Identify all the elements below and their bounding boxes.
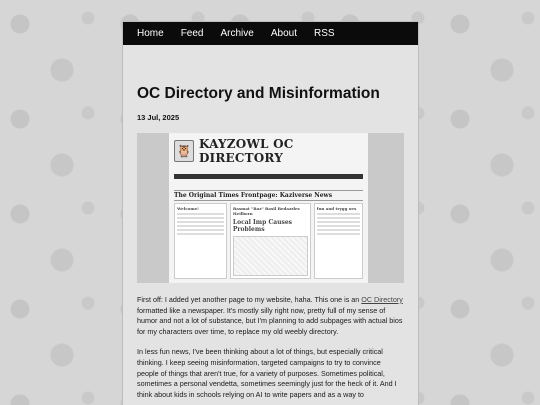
nav-about[interactable]: About xyxy=(270,28,297,39)
paper-title: KAYZOWL OC DIRECTORY xyxy=(198,136,294,165)
oc-directory-link[interactable]: OC Directory xyxy=(361,294,403,304)
paper-col-welcome xyxy=(174,203,227,279)
paper-col-side xyxy=(314,203,363,279)
owl-icon: 🦉 xyxy=(174,140,194,162)
character-sketch xyxy=(233,236,308,276)
paper-menu xyxy=(169,180,368,186)
paper-columns xyxy=(169,203,368,279)
paper-banner xyxy=(174,174,363,179)
col-heading: Basmat "Baz" Basil Bedazzles Heilborn xyxy=(232,205,300,216)
blog-page xyxy=(123,22,418,405)
post-date: 13 Jul, 2025 xyxy=(137,112,180,122)
hero-image xyxy=(137,133,404,283)
col-heading: Welcome! xyxy=(177,205,199,211)
nav-rss[interactable]: RSS xyxy=(313,28,335,39)
post-content xyxy=(123,85,418,401)
nav-archive[interactable]: Archive xyxy=(220,28,254,39)
post-title: OC Directory and Misinformation xyxy=(137,85,380,102)
paper-frontpage-title: The Original Times Frontpage: Kaziverse News xyxy=(174,190,363,201)
nav-feed[interactable]: Feed xyxy=(180,28,204,39)
col-headline: Local Imp Causes Problems xyxy=(232,218,293,233)
paper-subline xyxy=(169,167,368,173)
newspaper-screenshot xyxy=(169,133,368,283)
top-nav xyxy=(123,22,418,45)
paragraph: First off: I added yet another page to my website, haha. This one is an OC Directory formatted like a newspaper. It's mostly silly right now, pretty full of my sense of humor and not a lot of substance, but I'm planning to add subpages with actual bios for my characters over time, to replace my old weebly directory. xyxy=(137,294,403,337)
paragraph: In less fun news, I've been thinking about a lot of things, but especially critical thinking. I keep seeing misinformation, targeted campaigns to try to convince people of things that aren't true, for a variety of purposes. Sometimes political, sometimes a personal vendetta, sometimes seemingly just for the heck of it. And I think about kids in schools relying on AI to write papers and as a way to xyxy=(137,347,397,400)
paper-col-feature xyxy=(230,203,311,279)
nav-home[interactable]: Home xyxy=(137,28,164,39)
post-body xyxy=(137,295,404,401)
col-heading: fun and trygg oes xyxy=(316,205,357,211)
